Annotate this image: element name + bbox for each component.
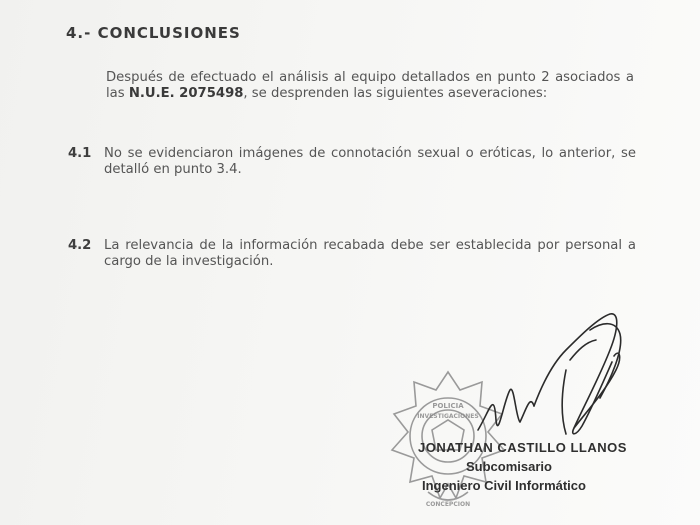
seal-middle-text: INVESTIGACIONES bbox=[417, 413, 479, 420]
signer-name: JONATHAN CASTILLO LLANOS bbox=[418, 440, 627, 455]
seal-bottom-text: CONCEPCION bbox=[425, 501, 471, 508]
intro-text-before: Después de efectuado el análisis al equipo detallados en punto 2 asociados a las bbox=[106, 70, 634, 101]
conclusion-text: No se evidenciaron imágenes de connotación sexual o eróticas, lo anterior, se detalló en punto 3.4. bbox=[104, 146, 636, 177]
intro-paragraph bbox=[106, 70, 634, 102]
conclusion-text: La relevancia de la información recabada debe ser establecida por personal a cargo de la investigación. bbox=[104, 238, 636, 269]
conclusion-number: 4.1 bbox=[68, 146, 92, 161]
section-heading: 4.- CONCLUSIONES bbox=[66, 24, 241, 42]
conclusion-item bbox=[68, 238, 636, 270]
conclusion-number: 4.2 bbox=[68, 238, 92, 253]
seal-top-text: POLICIA bbox=[432, 402, 464, 410]
signer-title: Ingeniero Civil Informático bbox=[422, 478, 586, 493]
nue-number: N.U.E. 2075498 bbox=[128, 86, 244, 101]
conclusion-item bbox=[68, 146, 636, 178]
intro-text-after: , se desprenden las siguientes aseveraciones: bbox=[243, 86, 548, 101]
signer-rank: Subcomisario bbox=[466, 459, 552, 474]
